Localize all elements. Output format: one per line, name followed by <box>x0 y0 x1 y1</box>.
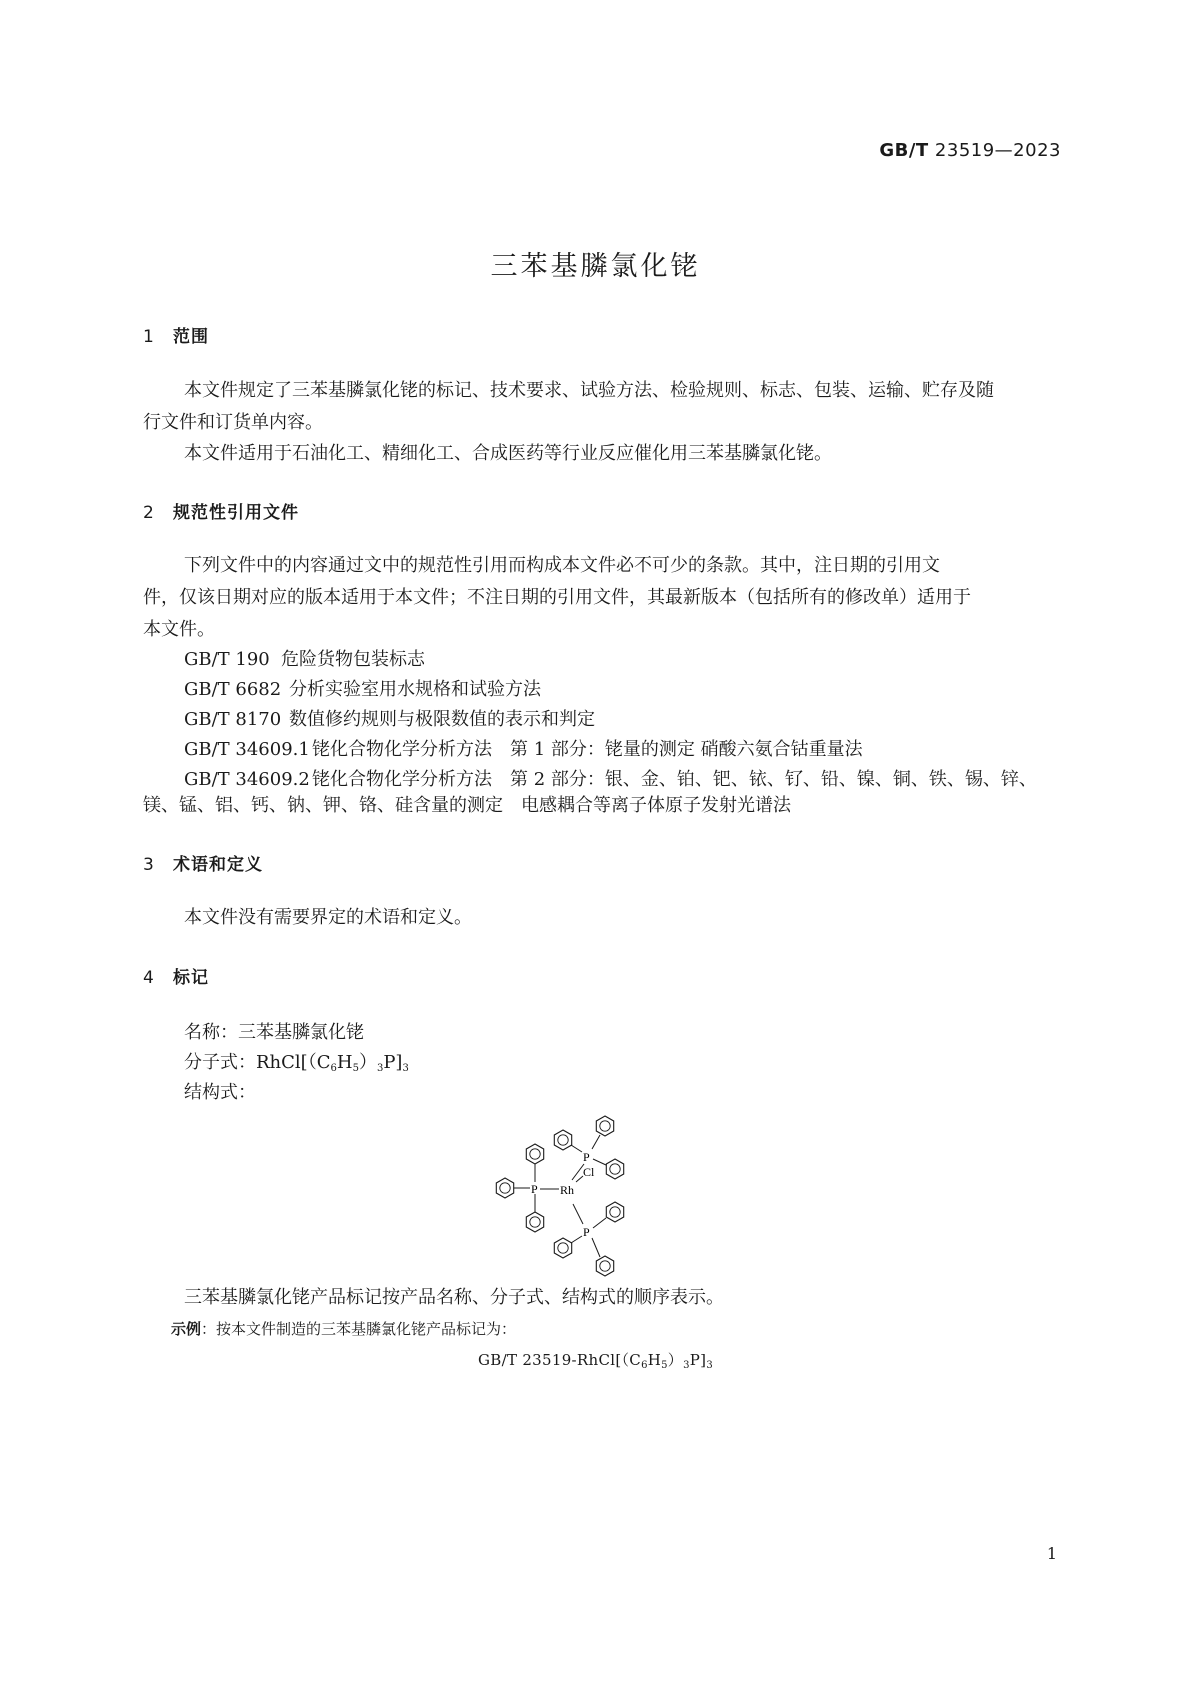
structural-formula <box>485 1108 645 1280</box>
phosphorus-atom: P <box>583 1150 590 1164</box>
document-title: 三苯基膦氯化铑 <box>490 251 701 282</box>
standard-code: GB/T 23519—2023 <box>879 140 1061 161</box>
marking-name: 名称：三苯基膦氯化铑 <box>184 1022 364 1043</box>
terms-paragraph: 本文件没有需要界定的术语和定义。 <box>184 907 472 928</box>
bond <box>592 1238 600 1257</box>
scope-paragraph-1-cont: 行文件和订货单内容。 <box>143 412 323 433</box>
example-marking-code: GB/T $23519-RhCl[(C_6H_5)_3P]_3$ <box>477 1351 713 1371</box>
phosphorus-atom: P <box>531 1182 538 1196</box>
bond <box>593 1218 606 1228</box>
example-note: 示例：按本文件制造的三苯基膦氯化铑产品标记为： <box>171 1320 517 1338</box>
bond <box>576 1176 583 1182</box>
chlorine-atom: Cl <box>583 1165 595 1179</box>
phenyl-ring <box>596 1256 613 1276</box>
section-heading-terms: 3 术语和定义 <box>143 855 263 875</box>
marking-formula: 分子式：$RhCl[(C_6H_5)_3P]_3$ <box>184 1052 409 1074</box>
phenyl-ring <box>596 1116 613 1136</box>
normative-intro-line-3: 本文件。 <box>143 619 215 640</box>
marking-order-text: 三苯基膦氯化铑产品标记按产品名称、分子式、结构式的顺序表示。 <box>184 1287 724 1308</box>
reference-item: GB/T 34609.2 铑化合物化学分析方法 第 2 部分：银、金、铂、钯、铱、钌、铅、镍、铜、铁、锡、锌、 <box>184 769 1037 790</box>
reference-item-cont: 镁、锰、铝、钙、钠、钾、铬、硅含量的测定 电感耦合等离子体原子发射光谱法 <box>143 795 791 816</box>
phenyl-ring <box>554 1130 571 1150</box>
bond <box>571 1236 582 1243</box>
bond <box>592 1135 600 1149</box>
normative-intro-line-2: 件，仅该日期对应的版本适用于本文件；不注日期的引用文件，其最新版本（包括所有的修改单）适用于 <box>143 587 971 608</box>
phenyl-ring <box>496 1178 513 1198</box>
phenyl-ring <box>526 1212 543 1232</box>
bond <box>571 1145 582 1152</box>
normative-intro-line-1: 下列文件中的内容通过文中的规范性引用而构成本文件必不可少的条款。其中，注日期的引用文 <box>184 555 940 576</box>
scope-paragraph-1: 本文件规定了三苯基膦氯化铑的标记、技术要求、试验方法、检验规则、标志、包装、运输、贮存及随 <box>184 380 994 401</box>
phenyl-ring <box>554 1238 571 1258</box>
section-heading-marking: 4 标记 <box>143 968 209 988</box>
reference-item: GB/T 190 危险货物包装标志 <box>184 649 425 670</box>
bond <box>573 1204 583 1224</box>
bond <box>593 1159 606 1165</box>
section-heading-scope: 1 范围 <box>143 327 209 347</box>
marking-structure-label: 结构式： <box>184 1082 256 1103</box>
reference-item: GB/T 8170 数值修约规则与极限数值的表示和判定 <box>184 709 595 730</box>
page-number: 1 <box>1046 1544 1057 1563</box>
reference-item: GB/T 6682 分析实验室用水规格和试验方法 <box>184 679 541 700</box>
phosphorus-atom: P <box>583 1225 590 1239</box>
scope-paragraph-2: 本文件适用于石油化工、精细化工、合成医药等行业反应催化用三苯基膦氯化铑。 <box>184 443 832 464</box>
phenyl-ring <box>606 1159 623 1179</box>
section-heading-normative: 2 规范性引用文件 <box>143 503 299 523</box>
phenyl-ring <box>606 1202 623 1222</box>
rhodium-atom: Rh <box>560 1183 575 1197</box>
reference-item: GB/T 34609.1 铑化合物化学分析方法 第 1 部分：铑量的测定 硝酸六氨合钴重量法 <box>184 739 863 760</box>
phenyl-ring <box>526 1144 543 1164</box>
